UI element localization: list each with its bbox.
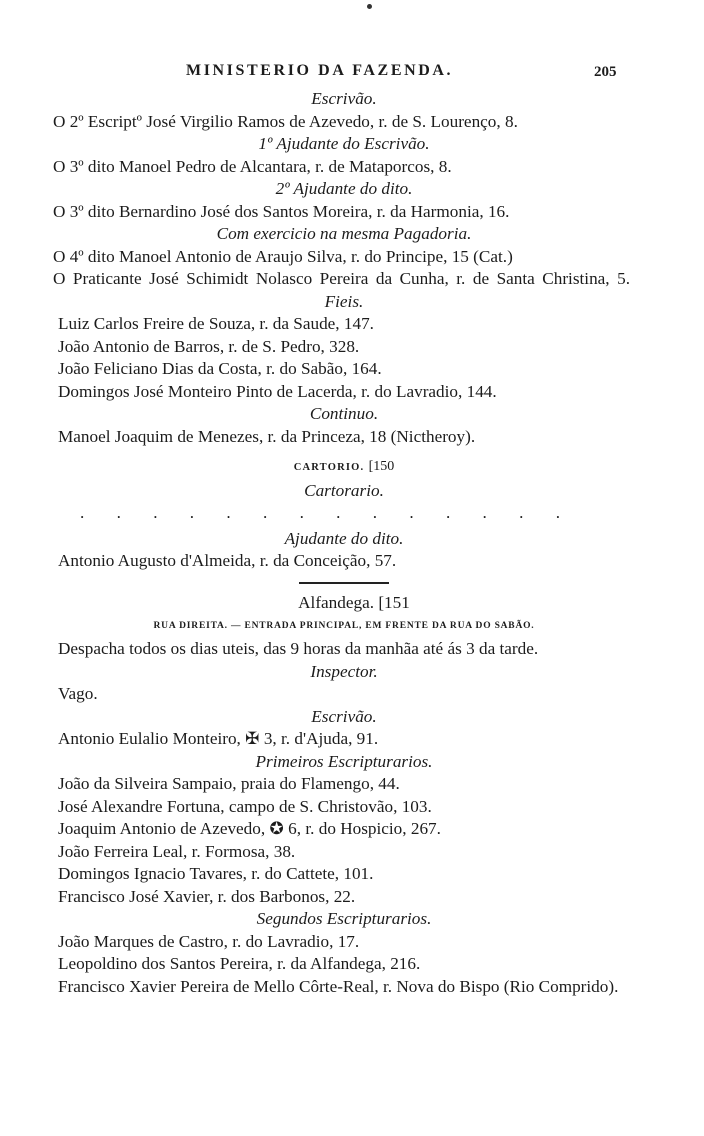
entry-exercicio-2: O Praticante José Schimidt Nolasco Pereira da Cunha, r. de Santa Christina, 5. xyxy=(53,269,630,288)
ink-dot xyxy=(367,4,372,9)
running-title: MINISTERIO DA FAZENDA. xyxy=(186,62,454,79)
vacancy-dots: . . . . . . . . . . . . . . xyxy=(80,503,575,522)
page-number: 205 xyxy=(594,64,617,80)
entry-segundo-escripturario: Leopoldino dos Santos Pereira, r. da Alfandega, 216. xyxy=(58,954,421,973)
cartorio-ref: [150 xyxy=(368,459,395,474)
entry-ajudante-2: O 3º dito Bernardino José dos Santos Moreira, r. da Harmonia, 16. xyxy=(53,201,510,221)
section-heading-ajudante-1: 1º Ajudante do Escrivão. xyxy=(258,134,430,153)
alfandega-title: Alfandega. xyxy=(298,592,375,612)
entry-alfandega-escrivao: Antonio Eulalio Monteiro, ✠ 3, r. d'Ajuda, 91. xyxy=(58,729,379,748)
section-heading-inspector: Inspector. xyxy=(310,661,378,681)
page-header xyxy=(0,60,704,84)
section-heading-cartorario: Cartorario. xyxy=(304,480,384,500)
entry-primeiro-escripturario: Joaquim Antonio de Azevedo, ✪ 6, r. do Hospicio, 267. xyxy=(58,819,441,838)
entry-fiel: Domingos José Monteiro Pinto de Lacerda, r. do Lavradio, 144. xyxy=(58,381,497,401)
entry-exercicio-1: O 4º dito Manoel Antonio de Araujo Silva, r. do Principe, 15 (Cat.) xyxy=(53,246,513,266)
section-heading-cartorio-ajudante: Ajudante do dito. xyxy=(284,528,404,548)
entry-primeiro-escripturario: João da Silveira Sampaio, praia do Flamengo, 44. xyxy=(58,774,400,793)
alfandega-hours: Despacha todos os dias uteis, das 9 horas da manhãa até ás 3 da tarde. xyxy=(58,639,539,658)
entry-cartorio-ajudante: Antonio Augusto d'Almeida, r. da Conceição, 57. xyxy=(58,551,397,570)
entry-fiel: João Antonio de Barros, r. de S. Pedro, 328. xyxy=(58,336,360,356)
section-heading-segundos: Segundos Escripturarios. xyxy=(256,909,432,928)
alfandega-ref: [151 xyxy=(378,592,410,612)
entry-fiel: Luiz Carlos Freire de Souza, r. da Saude, 147. xyxy=(58,314,374,333)
entry-inspector: Vago. xyxy=(58,684,98,703)
entry-ajudante-1: O 3º dito Manoel Pedro de Alcantara, r. de Mataporcos, 8. xyxy=(53,156,452,176)
section-heading-alfandega-escrivao: Escrivão. xyxy=(311,706,377,726)
entry-primeiro-escripturario: Francisco José Xavier, r. dos Barbonos, 22. xyxy=(58,886,356,906)
entry-segundo-escripturario: Francisco Xavier Pereira de Mello Côrte-Real, r. Nova do Bispo (Rio Comprido). xyxy=(58,976,619,996)
section-heading-escrivao: Escrivão. xyxy=(311,89,377,108)
entry-fiel: João Feliciano Dias da Costa, r. do Sabão, 164. xyxy=(58,359,382,378)
cartorio-label: CARTORIO. xyxy=(293,462,365,473)
section-heading-exercicio: Com exercicio na mesma Pagadoria. xyxy=(216,224,472,243)
alfandega-address: RUA DIREITA. — ENTRADA PRINCIPAL, EM FRENTE DA RUA DO SABÃO. xyxy=(153,621,535,631)
alfandega-heading xyxy=(58,592,630,615)
entry-continuo: Manoel Joaquim de Menezes, r. da Princeza, 18 (Nictheroy). xyxy=(58,426,476,446)
cartorio-heading xyxy=(58,454,630,480)
entry-primeiro-escripturario: José Alexandre Fortuna, campo de S. Christovão, 103. xyxy=(58,796,432,816)
section-heading-primeiros: Primeiros Escripturarios. xyxy=(255,751,433,771)
entry-primeiro-escripturario: João Ferreira Leal, r. Formosa, 38. xyxy=(58,841,296,861)
entry-escrivao: O 2º Escriptº José Virgilio Ramos de Azevedo, r. de S. Lourenço, 8. xyxy=(53,111,518,131)
section-divider xyxy=(299,582,389,584)
entry-primeiro-escripturario: Domingos Ignacio Tavares, r. do Cattete, 101. xyxy=(58,864,374,883)
section-heading-continuo: Continuo. xyxy=(309,404,379,423)
entry-segundo-escripturario: João Marques de Castro, r. do Lavradio, 17. xyxy=(58,931,360,951)
section-heading-fieis: Fieis. xyxy=(324,291,364,311)
page-body xyxy=(53,88,630,998)
section-heading-ajudante-2: 2º Ajudante do dito. xyxy=(275,179,413,198)
